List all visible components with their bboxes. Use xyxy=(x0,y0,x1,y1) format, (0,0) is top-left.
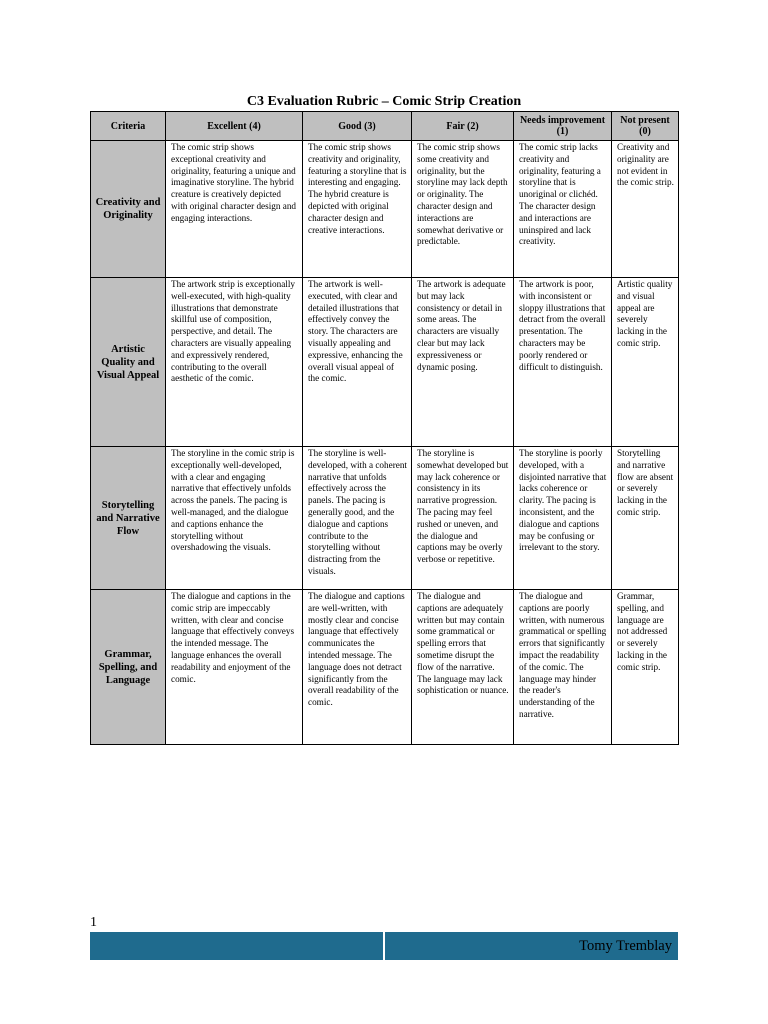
rubric-cell: The storyline in the comic strip is exceptionally well-developed, with a clear and engaging narrative that effectively unfolds across the panels. The pacing is well-managed, and the dialogue and captions enhance the storytelling without overshadowing the visuals. xyxy=(166,447,303,590)
footer-divider xyxy=(383,932,385,960)
rubric-cell: The comic strip lacks creativity and originality, featuring a storyline that is unoriginal or clichéd. The character design and interactions are uninspired and lack creativity. xyxy=(514,141,612,278)
column-header-criteria: Criteria xyxy=(91,112,166,141)
page-number: 1 xyxy=(90,915,97,930)
document-title: C3 Evaluation Rubric – Comic Strip Creation xyxy=(246,94,522,109)
table-row xyxy=(91,141,679,278)
rubric-table xyxy=(90,111,679,745)
criterion-cell: Creativity and Originality xyxy=(91,141,166,278)
column-header-not-present: Not present (0) xyxy=(612,112,679,141)
table-header-row xyxy=(91,112,679,141)
rubric-cell: Creativity and originality are not evident in the comic strip. xyxy=(612,141,679,278)
rubric-cell: The storyline is well-developed, with a coherent narrative that unfolds effectively across the panels. The pacing is generally good, and the dialogue and captions contribute to the storytelling without distracting from the visuals. xyxy=(303,447,412,590)
rubric-cell: The storyline is somewhat developed but may lack coherence or consistency in its narrative progression. The pacing may feel rushed or uneven, and the dialogue and captions may be overly verbose or repetitive. xyxy=(412,447,514,590)
table-row xyxy=(91,590,679,745)
criterion-cell: Storytelling and Narrative Flow xyxy=(91,447,166,590)
column-header-needs-improvement: Needs improvement (1) xyxy=(514,112,612,141)
rubric-cell: The artwork is poor, with inconsistent or sloppy illustrations that detract from the overall presentation. The characters may be poorly rendered or difficult to distinguish. xyxy=(514,278,612,447)
footer-author: Tomy Tremblay xyxy=(579,938,672,954)
rubric-cell: The dialogue and captions are poorly written, with numerous grammatical or spelling errors that significantly impact the readability of the comic. The language may hinder the reader's understanding of the narrative. xyxy=(514,590,612,745)
rubric-cell: The dialogue and captions are well-written, with mostly clear and concise language that effectively communicates the intended message. The language does not detract significantly from the overall readability of the comic. xyxy=(303,590,412,745)
criterion-cell: Grammar, Spelling, and Language xyxy=(91,590,166,745)
column-header-good: Good (3) xyxy=(303,112,412,141)
column-header-fair: Fair (2) xyxy=(412,112,514,141)
table-row xyxy=(91,447,679,590)
criterion-cell: Artistic Quality and Visual Appeal xyxy=(91,278,166,447)
rubric-cell: The comic strip shows creativity and originality, featuring a storyline that is interesting and engaging. The hybrid creature is depicted with original character design and creative interactions. xyxy=(303,141,412,278)
rubric-cell: The artwork is adequate but may lack consistency or detail in some areas. The characters are visually clear but may lack expressiveness or dynamic posing. xyxy=(412,278,514,447)
rubric-cell: The storyline is poorly developed, with a disjointed narrative that lacks coherence or clarity. The pacing is inconsistent, and the dialogue and captions may be confusing or irrelevant to the story. xyxy=(514,447,612,590)
rubric-cell: Grammar, spelling, and language are not addressed or severely lacking in the comic strip. xyxy=(612,590,679,745)
rubric-cell: The artwork strip is exceptionally well-executed, with high-quality illustrations that demonstrate skillful use of composition, perspective, and detail. The characters are visually appealing and expressively rendered, contributing to the overall aesthetic of the comic. xyxy=(166,278,303,447)
rubric-cell: The dialogue and captions in the comic strip are impeccably written, with clear and concise language that effectively conveys the intended message. The language enhances the overall readability and enjoyment of the comic. xyxy=(166,590,303,745)
rubric-cell: Artistic quality and visual appeal are severely lacking in the comic strip. xyxy=(612,278,679,447)
rubric-cell: Storytelling and narrative flow are absent or severely lacking in the comic strip. xyxy=(612,447,679,590)
table-row xyxy=(91,278,679,447)
rubric-cell: The comic strip shows some creativity and originality, but the storyline may lack depth or originality. The character design and interactions are somewhat derivative or predictable. xyxy=(412,141,514,278)
column-header-excellent: Excellent (4) xyxy=(166,112,303,141)
rubric-cell: The comic strip shows exceptional creativity and originality, featuring a unique and imaginative storyline. The hybrid creature is creatively depicted with original character design and engaging interactions. xyxy=(166,141,303,278)
rubric-cell: The artwork is well-executed, with clear and detailed illustrations that effectively convey the story. The characters are visually appealing and expressive, enhancing the overall visual appeal of the comic. xyxy=(303,278,412,447)
rubric-cell: The dialogue and captions are adequately written but may contain some grammatical or spelling errors that sometime disrupt the flow of the narrative. The language may lack sophistication or nuance. xyxy=(412,590,514,745)
